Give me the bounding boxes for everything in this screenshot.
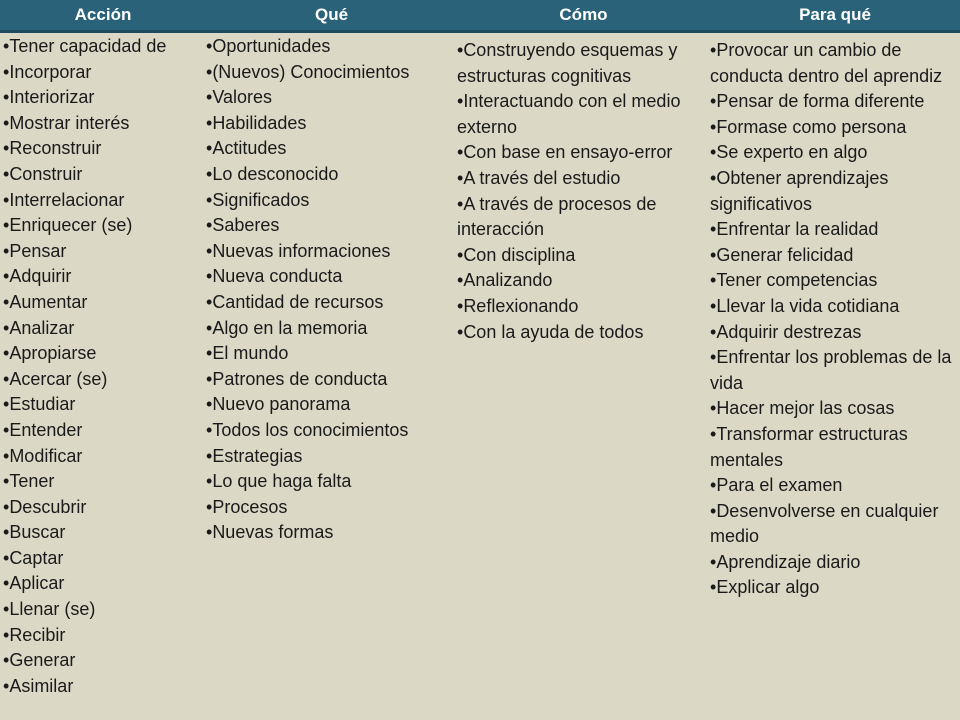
header-para-que: Para qué: [799, 5, 871, 24]
list-item-text: Estrategias: [212, 445, 303, 466]
bullet-marker: •: [710, 167, 717, 188]
bullet-marker: •: [3, 138, 10, 159]
list-item-text: (Nuevos) Conocimientos: [212, 61, 410, 82]
list-item-text: Formase como persona: [716, 116, 907, 137]
list-item: [710, 140, 958, 166]
list-item: [3, 392, 203, 418]
list-item: [206, 162, 454, 188]
bullet-marker: •: [457, 167, 464, 188]
list-item-text: Aplicar: [9, 573, 65, 594]
bullet-marker: •: [3, 496, 10, 517]
list-item: [3, 264, 203, 290]
como-list: [457, 38, 707, 345]
list-item: [206, 341, 454, 367]
list-item: [3, 60, 203, 86]
bullet-marker: •: [710, 321, 717, 342]
list-item-text: Transformar estructuras mentales: [710, 423, 908, 470]
list-item-text: Acercar (se): [9, 368, 108, 389]
list-item-text: Llenar (se): [9, 599, 96, 620]
bullet-marker: •: [710, 91, 717, 112]
list-item-text: Habilidades: [212, 112, 307, 133]
list-item: [710, 38, 958, 89]
bullet-marker: •: [457, 193, 464, 214]
bullet-marker: •: [457, 91, 464, 112]
bullet-marker: •: [3, 215, 10, 236]
bullet-marker: •: [710, 142, 717, 163]
bullet-marker: •: [3, 650, 10, 671]
list-item: [206, 136, 454, 162]
list-item: [3, 469, 203, 495]
list-item: [3, 34, 203, 60]
list-item-text: Aumentar: [9, 291, 88, 312]
list-item: [3, 418, 203, 444]
bullet-marker: •: [3, 394, 10, 415]
list-item: [710, 550, 958, 576]
list-item-text: Mostrar interés: [9, 112, 130, 133]
list-item: [3, 367, 203, 393]
list-item-text: Lo desconocido: [212, 163, 339, 184]
list-item: [206, 34, 454, 60]
list-item: [710, 320, 958, 346]
list-item-text: Generar: [9, 650, 76, 671]
list-item-text: Interrelacionar: [9, 189, 125, 210]
list-item: [3, 111, 203, 137]
list-item: [3, 571, 203, 597]
bullet-marker: •: [3, 624, 10, 645]
bullet-marker: •: [457, 270, 464, 291]
list-item-text: Hacer mejor las cosas: [716, 398, 895, 419]
table-header: [0, 0, 960, 30]
list-item: [3, 162, 203, 188]
bullet-marker: •: [206, 445, 213, 466]
bullet-marker: •: [3, 419, 10, 440]
list-item-text: Significados: [212, 189, 310, 210]
list-item-text: Recibir: [9, 624, 66, 645]
list-item-text: Oportunidades: [212, 36, 331, 56]
list-item-text: Reconstruir: [9, 138, 102, 159]
list-item-text: A través de procesos de interacción: [457, 193, 657, 240]
list-item-text: Nueva conducta: [212, 266, 343, 287]
bullet-marker: •: [710, 347, 717, 368]
bullet-marker: •: [457, 142, 464, 163]
list-item: [710, 217, 958, 243]
bullet-marker: •: [710, 295, 717, 316]
header-como: Cómo: [559, 5, 608, 24]
que-list: [206, 34, 454, 546]
list-item: [3, 316, 203, 342]
bullet-marker: •: [206, 317, 213, 338]
list-item-text: Modificar: [9, 445, 83, 466]
bullet-marker: •: [3, 471, 10, 492]
list-item-text: Incorporar: [9, 61, 92, 82]
list-item-text: Interiorizar: [9, 87, 95, 108]
header-accion: Acción: [74, 5, 132, 24]
list-item-text: Explicar algo: [716, 577, 820, 598]
list-item-text: Estudiar: [9, 394, 76, 415]
list-item-text: Todos los conocimientos: [212, 419, 409, 440]
list-item: [3, 546, 203, 572]
list-item: [206, 213, 454, 239]
list-item-text: Patrones de conducta: [212, 368, 388, 389]
bullet-marker: •: [3, 61, 10, 82]
para-que-list: [710, 38, 958, 601]
list-item-text: Se experto en algo: [716, 142, 868, 163]
bullet-marker: •: [457, 244, 464, 265]
list-item: [206, 418, 454, 444]
list-item-text: Tener: [9, 471, 55, 492]
list-item: [3, 136, 203, 162]
list-item-text: Aprendizaje diario: [716, 551, 861, 572]
bullet-marker: •: [3, 240, 10, 261]
list-item: [710, 243, 958, 269]
bullet-marker: •: [3, 87, 10, 108]
list-item-text: Apropiarse: [9, 343, 97, 364]
bullet-marker: •: [206, 138, 213, 159]
bullet-marker: •: [206, 368, 213, 389]
bullet-marker: •: [3, 547, 10, 568]
bullet-marker: •: [457, 40, 464, 60]
list-item: [206, 316, 454, 342]
list-item: [206, 469, 454, 495]
list-item: [457, 243, 707, 269]
bullet-marker: •: [206, 343, 213, 364]
bullet-marker: •: [3, 266, 10, 287]
bullet-marker: •: [710, 116, 717, 137]
bullet-marker: •: [206, 240, 213, 261]
bullet-marker: •: [206, 266, 213, 287]
bullet-marker: •: [710, 244, 717, 265]
list-item: [3, 648, 203, 674]
list-item-text: Analizar: [9, 317, 75, 338]
bullet-marker: •: [3, 317, 10, 338]
header-que: Qué: [314, 5, 349, 24]
list-item: [206, 444, 454, 470]
list-item-text: Tener competencias: [716, 270, 878, 291]
list-item: [206, 520, 454, 546]
list-item: [3, 674, 203, 700]
bullet-marker: •: [710, 398, 717, 419]
bullet-marker: •: [206, 419, 213, 440]
bullet-marker: •: [710, 475, 717, 496]
bullet-marker: •: [3, 522, 10, 543]
column-accion: [3, 34, 203, 699]
list-item-text: Llevar la vida cotidiana: [716, 295, 900, 316]
bullet-marker: •: [710, 423, 717, 444]
bullet-marker: •: [206, 61, 213, 82]
bullet-marker: •: [710, 219, 717, 240]
list-item-text: Adquirir: [9, 266, 72, 287]
accion-list: [3, 34, 203, 699]
list-item: [457, 320, 707, 346]
list-item: [457, 268, 707, 294]
column-para-que: [710, 38, 958, 601]
list-item: [457, 38, 707, 89]
list-item: [457, 89, 707, 140]
list-item: [206, 188, 454, 214]
list-item: [710, 345, 958, 396]
list-item: [206, 85, 454, 111]
list-item: [710, 89, 958, 115]
list-item: [206, 367, 454, 393]
bullet-marker: •: [206, 496, 213, 517]
list-item: [457, 192, 707, 243]
list-item: [457, 294, 707, 320]
list-item: [3, 597, 203, 623]
list-item-text: Analizando: [463, 270, 553, 291]
list-item-text: Provocar un cambio de conducta dentro del aprendiz: [710, 40, 943, 86]
list-item-text: Generar felicidad: [716, 244, 854, 265]
bullet-marker: •: [710, 577, 717, 598]
list-item: [710, 294, 958, 320]
list-item: [3, 444, 203, 470]
bullet-marker: •: [710, 551, 717, 572]
list-item: [206, 239, 454, 265]
list-item-text: Para el examen: [716, 475, 843, 496]
list-item-text: Entender: [9, 419, 83, 440]
bullet-marker: •: [3, 291, 10, 312]
column-que: [206, 34, 454, 546]
list-item: [206, 495, 454, 521]
list-item-text: Captar: [9, 547, 64, 568]
list-item: [710, 115, 958, 141]
list-item-text: Pensar de forma diferente: [716, 91, 925, 112]
list-item-text: Obtener aprendizajes significativos: [710, 167, 889, 214]
list-item: [710, 166, 958, 217]
bullet-marker: •: [206, 189, 213, 210]
bullet-marker: •: [3, 599, 10, 620]
bullet-marker: •: [3, 445, 10, 466]
bullet-marker: •: [206, 36, 213, 56]
list-item-text: Interactuando con el medio externo: [457, 91, 681, 137]
list-item-text: Algo en la memoria: [212, 317, 368, 338]
bullet-marker: •: [206, 112, 213, 133]
list-item: [710, 268, 958, 294]
list-item-text: Lo que haga falta: [212, 471, 352, 492]
list-item-text: Reflexionando: [463, 295, 579, 316]
list-item-text: Adquirir destrezas: [716, 321, 862, 342]
bullet-marker: •: [457, 321, 464, 342]
column-como: [457, 38, 707, 345]
bullet-marker: •: [710, 40, 717, 60]
list-item-text: Con disciplina: [463, 244, 576, 265]
list-item-text: Descubrir: [9, 496, 87, 517]
list-item-text: A través del estudio: [463, 167, 621, 188]
list-item: [710, 422, 958, 473]
list-item: [3, 239, 203, 265]
list-item: [3, 495, 203, 521]
list-item: [3, 341, 203, 367]
bullet-marker: •: [206, 163, 213, 184]
list-item: [3, 623, 203, 649]
list-item-text: Construyendo esquemas y estructuras cognitivas: [457, 40, 678, 86]
list-item-text: Asimilar: [9, 675, 74, 696]
list-item: [710, 396, 958, 422]
bullet-marker: •: [206, 215, 213, 236]
bullet-marker: •: [3, 163, 10, 184]
list-item-text: Buscar: [9, 522, 66, 543]
list-item: [206, 290, 454, 316]
list-item-text: Procesos: [212, 496, 288, 517]
list-item: [710, 499, 958, 550]
list-item-text: Tener capacidad de: [9, 36, 167, 56]
list-item: [3, 188, 203, 214]
list-item-text: Con base en ensayo-error: [463, 142, 673, 163]
bullet-marker: •: [3, 368, 10, 389]
bullet-marker: •: [710, 500, 717, 521]
list-item: [206, 111, 454, 137]
list-item: [3, 85, 203, 111]
list-item-text: Desenvolverse en cualquier medio: [710, 500, 939, 547]
list-item: [206, 264, 454, 290]
list-item: [3, 213, 203, 239]
list-item-text: Con la ayuda de todos: [463, 321, 644, 342]
bullet-marker: •: [3, 573, 10, 594]
bullet-marker: •: [3, 343, 10, 364]
bullet-marker: •: [206, 522, 213, 543]
list-item-text: El mundo: [212, 343, 289, 364]
list-item: [206, 60, 454, 86]
bullet-marker: •: [206, 291, 213, 312]
bullet-marker: •: [710, 270, 717, 291]
list-item-text: Construir: [9, 163, 83, 184]
bullet-marker: •: [206, 471, 213, 492]
list-item-text: Nuevas formas: [212, 522, 334, 543]
list-item: [457, 140, 707, 166]
list-item-text: Pensar: [9, 240, 67, 261]
list-item-text: Valores: [212, 87, 273, 108]
list-item: [3, 290, 203, 316]
bullet-marker: •: [206, 87, 213, 108]
bullet-marker: •: [3, 112, 10, 133]
bullet-marker: •: [457, 295, 464, 316]
list-item-text: Saberes: [212, 215, 280, 236]
list-item-text: Enfrentar la realidad: [716, 219, 879, 240]
bullet-marker: •: [3, 36, 10, 56]
list-item-text: Nuevas informaciones: [212, 240, 391, 261]
list-item-text: Cantidad de recursos: [212, 291, 384, 312]
list-item: [3, 520, 203, 546]
list-item-text: Enriquecer (se): [9, 215, 133, 236]
bullet-marker: •: [3, 675, 10, 696]
list-item: [457, 166, 707, 192]
list-item: [206, 392, 454, 418]
list-item: [710, 575, 958, 601]
list-item: [710, 473, 958, 499]
list-item-text: Nuevo panorama: [212, 394, 351, 415]
bullet-marker: •: [206, 394, 213, 415]
list-item-text: Enfrentar los problemas de la vida: [710, 347, 952, 393]
bullet-marker: •: [3, 189, 10, 210]
list-item-text: Actitudes: [212, 138, 287, 159]
